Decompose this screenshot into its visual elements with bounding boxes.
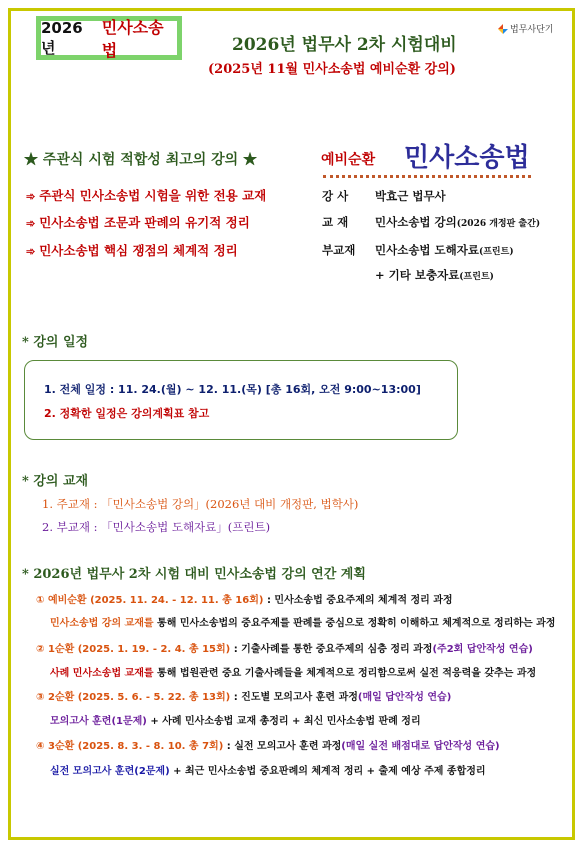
tag-year: 2026년 bbox=[41, 18, 83, 57]
textbook-label: 교 재 bbox=[322, 215, 349, 229]
feature-item: ➾ 민사소송법 핵심 쟁점의 체계적 정리 bbox=[26, 243, 238, 258]
arrow-icon: ➾ bbox=[26, 190, 36, 203]
schedule-line-1: 1. 전체 일정 : 11. 24.(월) ~ 12. 11.(목) [총 16회, 오전 9:00~13:00] bbox=[44, 383, 421, 396]
plan-item-title: ② 1순환 (2025. 1. 19. - 2. 4. 총 15회) : 기출사례를 통한 중요주제의 심층 정리 과정(주2회 답안작성 연습) bbox=[36, 644, 533, 655]
plan-heading: * 2026년 법무사 2차 시험 대비 민사소송법 강의 연간 계획 bbox=[22, 567, 366, 582]
sub-textbook: 2. 부교재 : 「민사소송법 도해자료」(프린트) bbox=[42, 520, 271, 534]
subject-tag bbox=[36, 16, 182, 60]
tag-subject: 민사소송법 bbox=[101, 18, 164, 60]
tagline: ★ 주관식 시험 적합성 최고의 강의 ★ bbox=[24, 152, 258, 168]
plan-item-title: ③ 2순환 (2025. 5. 6. - 5. 22. 총 13회) : 진도별 모의고사 훈련 과정(매일 답안작성 연습) bbox=[36, 692, 452, 703]
schedule-line-2: 2. 정확한 일정은 강의계획표 참고 bbox=[44, 407, 210, 420]
main-textbook: 1. 주교재 : 「민사소송법 강의」(2026년 대비 개정판, 법학사) bbox=[42, 497, 359, 511]
materials-heading: * 강의 교재 bbox=[22, 474, 89, 489]
arrow-icon: ➾ bbox=[26, 217, 36, 230]
lecturer-name: 박효근 법무사 bbox=[375, 189, 446, 203]
feature-item: ➾ 민사소송법 조문과 판례의 유기적 정리 bbox=[26, 215, 250, 230]
plan-item-title: ④ 3순환 (2025. 8. 3. - 8. 10. 총 7회) : 실전 모의고사 훈련 과정(매일 실전 배점대로 답안작성 연습) bbox=[36, 741, 500, 752]
extra-material: + 기타 보충자료(프린트) bbox=[375, 268, 494, 282]
lecturer-label: 강 사 bbox=[322, 189, 349, 203]
extra-material-note: (프린트) bbox=[459, 272, 494, 282]
brand-mark-icon bbox=[498, 24, 508, 34]
dotted-divider bbox=[323, 175, 531, 178]
sub-textbook-name: 민사소송법 도해자료(프린트) bbox=[375, 243, 514, 257]
brand-name: 법무사단기 bbox=[510, 25, 554, 35]
schedule-heading: * 강의 일정 bbox=[22, 335, 89, 350]
feature-item: ➾ 주관식 민사소송법 시험을 위한 전용 교재 bbox=[26, 188, 267, 203]
plan-item-desc: 모의고사 훈련(1문제) + 사례 민사소송법 교재 총정리 + 최신 민사소송법 판례 정리 bbox=[50, 716, 421, 727]
sub-textbook-label: 부교재 bbox=[322, 243, 356, 257]
textbook-name: 민사소송법 강의(2026 개정판 출간) bbox=[375, 215, 541, 229]
brand-logo bbox=[498, 22, 553, 35]
schedule-box bbox=[24, 360, 458, 440]
arrow-icon: ➾ bbox=[26, 245, 36, 258]
sub-textbook-note: (프린트) bbox=[478, 247, 514, 257]
page-title: 2026년 법무사 2차 시험대비 bbox=[232, 35, 457, 55]
plan-item-desc: 사례 민사소송법 교재를 통해 법원관련 중요 기출사례들을 체계적으로 정리함으로써 실전 적응력을 갖추는 과정 bbox=[50, 668, 537, 679]
course-name: 민사소송법 bbox=[404, 143, 530, 173]
textbook-note: (2026 개정판 출간) bbox=[456, 219, 541, 229]
plan-item-desc: 민사소송법 강의 교재를 통해 민사소송법의 중요주제를 판례를 중심으로 정확히 이해하고 체계적으로 정리하는 과정 bbox=[50, 618, 556, 629]
pre-course-label: 예비순환 bbox=[321, 152, 376, 168]
plan-item-title: ① 예비순환 (2025. 11. 24. - 12. 11. 총 16회) : 민사소송법 중요주제의 체계적 정리 과정 bbox=[36, 595, 453, 606]
page-subtitle: (2025년 11월 민사소송법 예비순환 강의) bbox=[208, 62, 456, 77]
plan-item-desc: 실전 모의고사 훈련(2문제) + 최근 민사소송법 중요판례의 체계적 정리 + 출제 예상 주제 종합정리 bbox=[50, 766, 486, 777]
